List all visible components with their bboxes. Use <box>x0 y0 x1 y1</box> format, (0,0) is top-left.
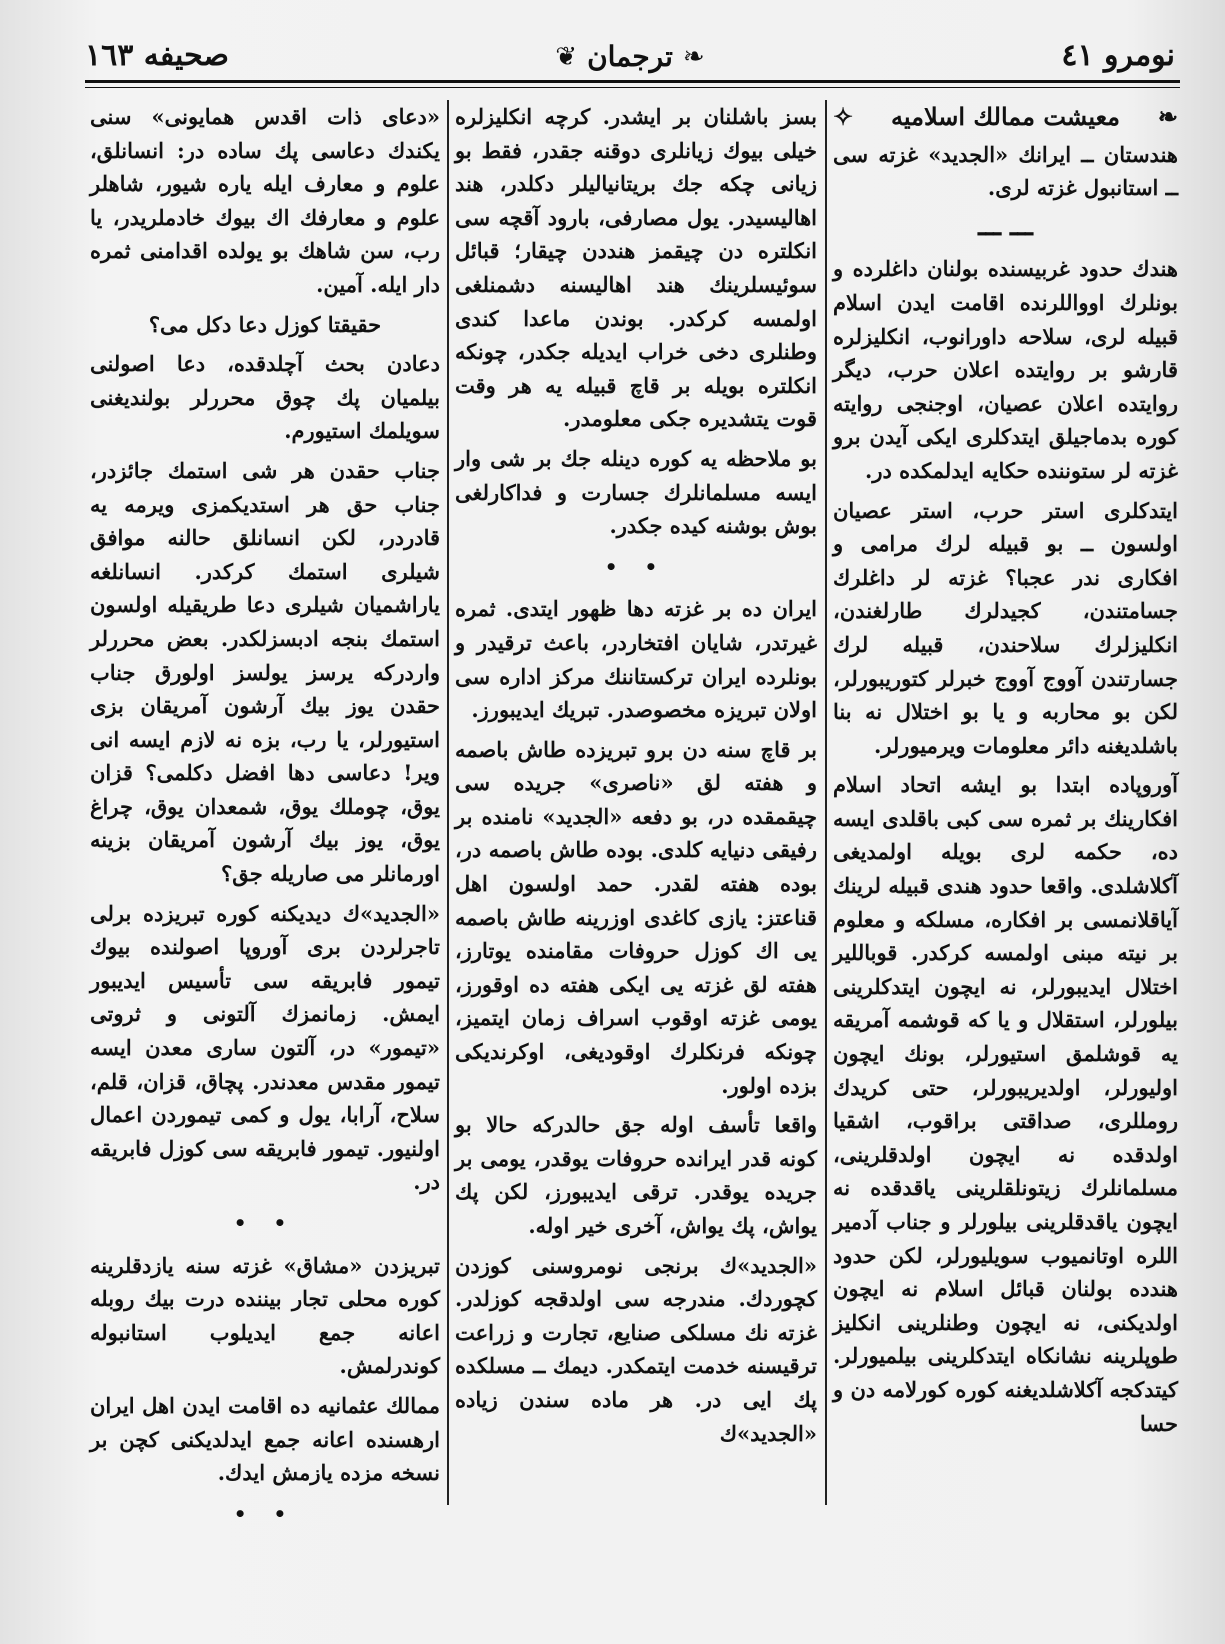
article-paragraph: دعادن بحث آچلدقده، دعا اصولنی بیلمیان پك چوق محررلر بولندیغنی سویلمك استیورم. <box>90 351 440 444</box>
left-column <box>90 100 440 1539</box>
article-paragraph: آوروپاده ابتدا بو ایشه اتحاد اسلام افکارینك بر ثمره سی کبی باقلدی ایسه ده، حکمه لری بویله اولمدیغی آکلاشلدی. واقعا حدود هندی قبیله لرینك آیاقلانمسی بر افکاره، مسلکه و معلوم بر نیته مبنی اولمسه کرکدر. قوباللیر اختلال ایدیبورلر، نه ایچون ایتدکلرینی بیلورلر، استقلال و یا که قوشمه آمریقه یه قوشلمق استیورلر، بونك ایچون اولیورلر، اولدیریبورلر، حتی کریدك رومللری، صداقتی براقوب، اشقیا اولدقده نه ایچون اولدقلرینی، مسلمانلرك زیتونلقلرینی یاقدقده نه ایچون یاقدقلرینی بیلورلر و جناب آدمیر اللره اوتانمیوب سویلیورلر، لکن حدود هندده بولنان قبائل اسلام نه ایچون اولدیکنی، نه ایچون وطنلرینی انکلیز طوپلرینه نشانکاه ایتدکلرینی بیلمیورلر. کیتدکجه آکلاشلدیغنه کوره کورلامه دن و حسا <box>833 772 1178 1436</box>
separator-dots: • • <box>604 554 668 579</box>
section-subtitle: هندستان ــ ایرانك «الجدید» غزته سی ــ استانبول غزته لری. <box>833 141 1178 201</box>
middle-column <box>455 100 817 1456</box>
article-paragraph: بو ملاحظه یه کوره دینله جك بر شی وار ایسه مسلمانلرك جسارت و فداکارلغی بوش بوشنه کیده جکدر. <box>455 445 817 539</box>
heading-ornament-icon: ❧ <box>1157 102 1178 131</box>
heading-ornament-icon: ✧ <box>833 102 854 131</box>
ornament-right-icon: ❧ <box>682 41 705 72</box>
article-paragraph: هندك حدود غربیسنده بولنان داغلرده و بونلرك اوواللرنده اقامت ایدن اسلام قبیله لری، سلاحه داورانوب، انکلیزلره قارشو بر روایتده اعلان حرب، دیگر روایتده اعلان عصیان، اوجنجی روایته کوره بدماجیلق ایتدکلری ایکی آیدن برو غزته لر ستوننده حکایه ایدلمکده در. <box>833 256 1178 483</box>
section-heading <box>833 100 1178 134</box>
article-paragraph: ایتدکلری استر حرب، استر عصیان اولسون ــ بو قبیله لرك مرامی و افکاری ندر عجبا؟ غزته لر داغلرك جسامتندن، کجیدلرك طارلغندن، انکلیزلرك سلاحندن، قبیله لرك جسارتندن آووج آووج خبرلر کتوریبورلر، لکن بو محاربه و یا بو اختلال نه بنا باشلدیغنه دائر معلومات ویرمیورلر. <box>833 497 1178 758</box>
article-paragraph: حقیقتا کوزل دعا دکل می؟ <box>148 311 382 337</box>
article-paragraph: «الجدید»ك برنجی نومروسنی کوزدن کچوردك. مندرجه سی اولدقجه کوزلدر. غزته نك مسلکی صنایع، تجارت و زراعت ترقیسنه خدمت ایتمکدر. دیمك ــ مسلکده پك ایی در. هر ماده سندن زیاده «الجدید»ك <box>455 1252 817 1446</box>
column-divider <box>447 100 449 1505</box>
article-paragraph: «دعای ذات اقدس همایونی» سنی یکندك دعاسی پك ساده در: انسانلق، علوم و معارف ایله یاره شیور، شاهلر علوم و معارفك اك بیوك خادملریدر، یا رب، سن شاهك بو یولده اقدامنی ثمره دار ایله. آمین. <box>90 104 440 297</box>
header-rule <box>85 80 1180 83</box>
right-column <box>833 100 1178 1446</box>
section-title: معیشت ممالك اسلامیه <box>891 102 1121 131</box>
ornament-left-icon: ❦ <box>555 41 578 72</box>
separator-dash: ـــ ـــ <box>978 211 1033 242</box>
header-rule-thin <box>85 87 1180 88</box>
separator-dots: • • <box>233 1211 297 1235</box>
page-number: صحیفه ١٦٣ <box>85 38 229 73</box>
newspaper-title: ترجمان <box>587 40 673 73</box>
article-paragraph: ممالك عثمانیه ده اقامت ایدن اهل ایران ارهسنده اعانه جمع ایدلدیکنی کچن بر نسخه مزده یازمش ایدك. <box>90 1392 440 1486</box>
article-paragraph: ایران ده بر غزته دها ظهور ایتدی. ثمره غیرتدر، شایان افتخاردر، باعث ترقیدر و بونلرده ایران ترکستاننك مرکز اداره سی اولان تبریزه مخصوصدر. تبریك ایدیبورز. <box>455 596 817 723</box>
article-paragraph: تبریزدن «مشاق» غزته سنه یازدقلرینه کوره محلی تجار بیننده درت بیك روبله اعانه جمع ایدیلوب استانبوله کوندرلمش. <box>90 1252 440 1379</box>
masthead <box>555 40 704 73</box>
article-paragraph: واقعا تأسف اوله جق حالدرکه حالا بو کونه قدر ایرانده حروفات یوقدر، یومی بر جریده یوقدر. ترقی ایدیبورز، لکن پك یواش، پك یواش، آخری خیر اوله. <box>455 1112 817 1238</box>
article-paragraph: بر قاچ سنه دن برو تبریزده طاش باصمه و هفته لق «ناصری» جریده سی چیقمقده در، بو دفعه «الجدید» نامنده بر رفیقی دنیایه کلدی. بوده طاش باصمه در، بوده هفته لقدر. حمد اولسون اهل قناعتز: یازی کاغدی اوزرینه طاش باصمه یی اك کوزل حروفات مقامنده یوتارز، هفته لق غزته یی ایکی هفته ده اوقورز، یومی غزته اوقوب اسراف زمان ایتمیز، چونکه فرنکلرك اوقودیغی، اوکرندیکی بزده اولور. <box>455 736 817 1098</box>
column-divider <box>825 100 827 1505</box>
separator-dots: • • <box>233 1501 297 1526</box>
issue-number: نومرو ٤١ <box>1061 38 1175 73</box>
article-paragraph: «الجدید»ك دیدیکنه کوره تبریزده برلی تاجرلردن بری آوروپا اصولنده بیوك تیمور فابریقه سی تأسیس ایدیبور ایمش. زمانمزك آلتونی و ثروتی «تیمور» در، آلتون ساری معدن ایسه تیمور مقدس معدندر. پچاق، قزان، قلم، سلاح، آرابا، یول و کمی تیموردن اعمال اولنیور. تیمور فابریقه سی کوزل فابریقه در. <box>90 900 440 1195</box>
article-paragraph: بسز باشلنان بر ایشدر. کرچه انکلیزلره خیلی بیوك زیانلری دوقنه جقدر، فقط بو زیانی چکه جك بریتانیالیلر دکلدر، هند اهالیسیدر. یول مصارفی، بارود آقچه سی انکلتره دن چیقمز هنددن چیقار؛ قبائل سوئیسلرینك هند اهالیسنه دشمنلغی اولمسه کرکدر. بوندن ماعدا کندی وطنلری دخی خراب ایدیله جکدر، چونکه انکلتره بویله بر قاچ قبیله یه هر وقت قوت یتشدیره جکی معلومدر. <box>455 104 817 432</box>
article-paragraph: جناب حقدن هر شی استمك جائزدر، جناب حق هر استدیکمزی ویرمه یه قادردر، لکن انسانلق حالنه موافق شیلری استمك کرکدر. انسانلغه یاراشمیان شیلری دعا طریقیله اولسون استمك بنجه ادبسزلکدر. بعض محررلر واردرکه یرسز یولسز اولورق جناب حقدن یوز بیك آرشون آمریقان بزی استیورلر، یا رب، بزه نه لازم ایسه انی ویر! دعاسی دها افضل دکلمی؟ قزان یوق، چوملك یوق، شمعدان یوق، چراغ یوق، یوز بیك آرشون آمریقان بزینه اورمانلر می صاریله جق؟ <box>90 457 440 887</box>
